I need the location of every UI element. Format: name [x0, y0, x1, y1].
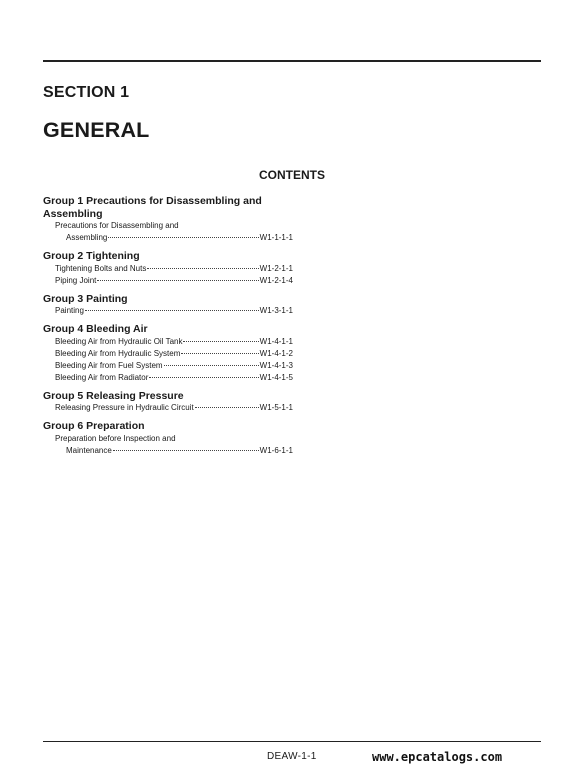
- toc-entry-page: W1-2-1-1: [259, 263, 293, 273]
- section-label: SECTION 1: [43, 84, 130, 101]
- toc-entry[interactable]: [43, 348, 293, 360]
- toc-entry-label: Precautions for Disassembling and: [55, 221, 179, 230]
- toc-group-title: Group 5 Releasing Pressure: [43, 389, 184, 402]
- toc-entry-label: Bleeding Air from Fuel System: [55, 360, 163, 370]
- toc-entry-label: Preparation before Inspection and: [55, 433, 176, 443]
- toc-entry-page: W1-3-1-1: [259, 306, 293, 315]
- toc-entry-page: W1-2-1-4: [259, 275, 293, 285]
- toc-entry-page: W1-6-1-1: [259, 445, 293, 455]
- top-rule: [43, 60, 541, 62]
- dot-leader: [164, 365, 259, 366]
- dot-leader: [149, 377, 258, 378]
- toc-entry-label: Releasing Pressure in Hydraulic Circuit: [55, 403, 194, 412]
- toc-group: [43, 250, 293, 287]
- page-title: GENERAL: [43, 118, 150, 142]
- toc-group-title: Group 2 Tightening: [43, 250, 140, 262]
- dot-leader: [85, 310, 259, 311]
- toc-entry-page: W1-4-1-5: [259, 372, 293, 382]
- toc-entry[interactable]: [43, 445, 293, 457]
- dot-leader: [147, 268, 258, 269]
- contents-heading: CONTENTS: [259, 168, 325, 182]
- toc-entry[interactable]: [43, 263, 293, 275]
- toc-entry-page: W1-4-1-2: [259, 348, 293, 358]
- toc-entry[interactable]: [43, 220, 293, 232]
- toc-entry[interactable]: [43, 402, 293, 414]
- toc-entry-label: Painting: [55, 306, 84, 315]
- toc-entry-page: W1-5-1-1: [259, 403, 293, 412]
- toc-group-title: Group 3 Painting: [43, 292, 128, 305]
- toc-entry[interactable]: [43, 275, 293, 287]
- toc-group-title: Group 4 Bleeding Air: [43, 323, 148, 335]
- toc-group: [43, 293, 293, 318]
- dot-leader: [183, 341, 258, 342]
- toc-entry-page: W1-4-1-1: [259, 336, 293, 346]
- dot-leader: [97, 280, 258, 281]
- toc-entry-label: Tightening Bolts and Nuts: [55, 263, 147, 273]
- toc-entry[interactable]: [43, 360, 293, 372]
- toc-entry-label: Maintenance: [66, 445, 112, 455]
- dot-leader: [195, 407, 259, 408]
- table-of-contents: [43, 195, 293, 463]
- dot-leader: [108, 237, 258, 238]
- toc-entry-label: Piping Joint: [55, 275, 97, 285]
- toc-entry[interactable]: [43, 232, 293, 244]
- toc-entry-label: Bleeding Air from Hydraulic System: [55, 348, 181, 358]
- dot-leader: [113, 450, 259, 451]
- toc-entry-page: W1-4-1-3: [259, 360, 293, 370]
- toc-entry[interactable]: [43, 433, 293, 445]
- watermark-text: www.epcatalogs.com: [372, 750, 503, 764]
- toc-group: [43, 195, 293, 244]
- toc-group: [43, 390, 293, 415]
- dot-leader: [181, 353, 258, 354]
- toc-entry-label: Assembling: [66, 233, 108, 242]
- bottom-rule: [43, 741, 541, 742]
- toc-entry-page: W1-1-1-1: [259, 233, 293, 242]
- toc-entry[interactable]: [43, 305, 293, 317]
- toc-entry[interactable]: [43, 336, 293, 348]
- toc-group: [43, 323, 293, 384]
- toc-group: [43, 420, 293, 457]
- toc-entry[interactable]: [43, 372, 293, 384]
- toc-group-title: Group 6 Preparation: [43, 420, 145, 432]
- toc-entry-label: Bleeding Air from Radiator: [55, 372, 149, 382]
- toc-group-title: Group 1 Precautions for Disassembling and Assembling: [43, 195, 262, 220]
- page-code: DEAW-1-1: [267, 751, 317, 762]
- toc-entry-label: Bleeding Air from Hydraulic Oil Tank: [55, 336, 183, 346]
